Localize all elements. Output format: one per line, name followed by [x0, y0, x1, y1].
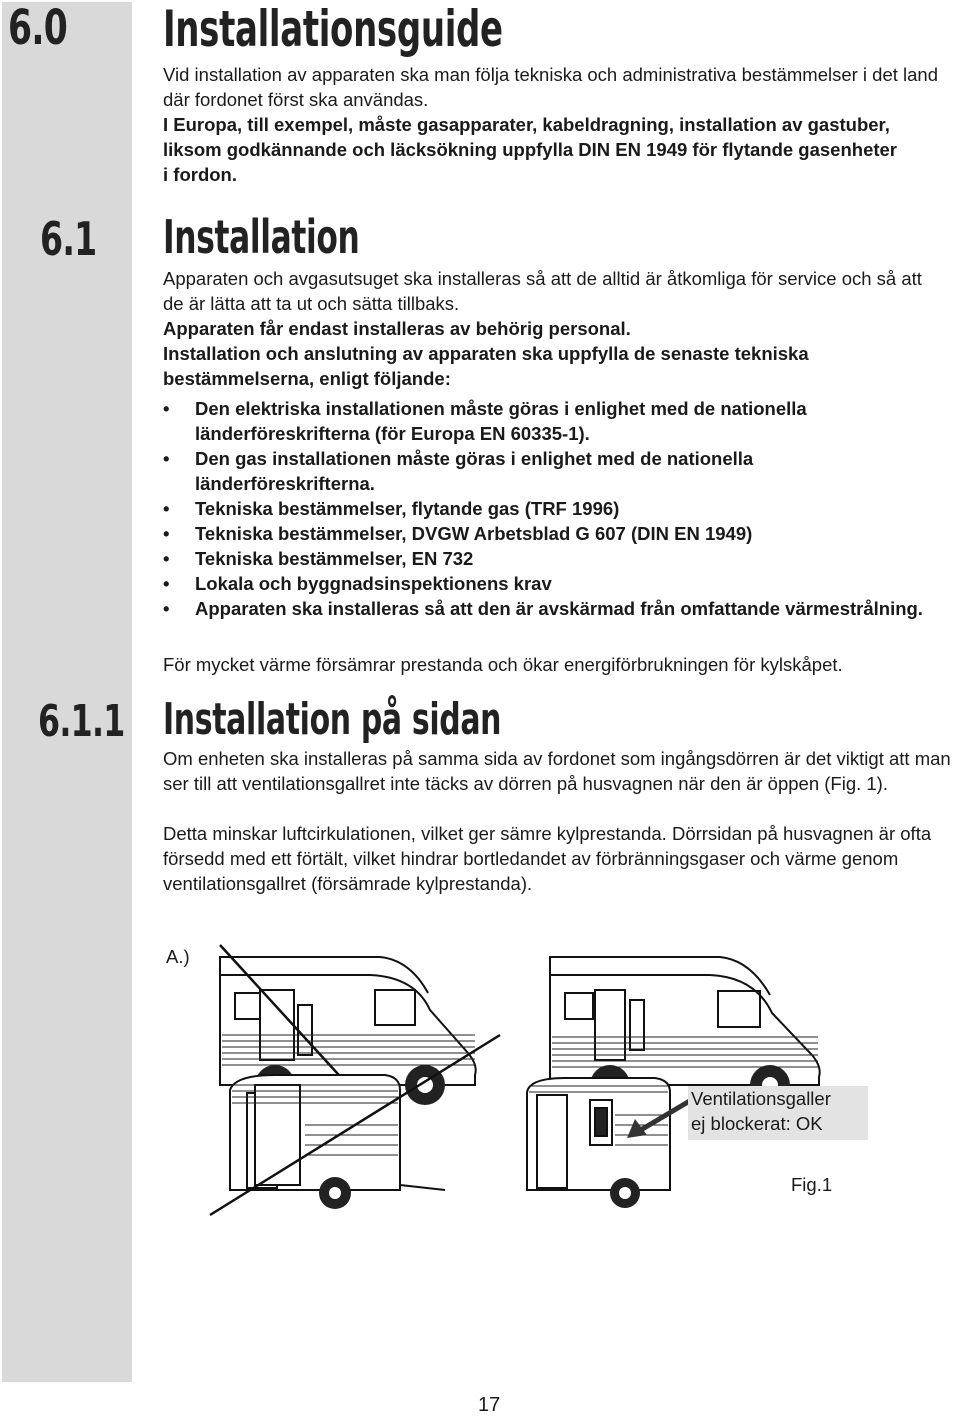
list-item: • Tekniska bestämmelser, flytande gas (TRF 1996) [163, 498, 620, 519]
cross-out-line [200, 1030, 520, 1220]
callout-line-2: ej blockerat: OK [691, 1113, 823, 1134]
installation-paragraph-1: Apparaten och avgasutsuget ska installeras så att de alltid är åtkomliga för service och så att de är lätta att ta ut och sätta tillbaks. [163, 268, 922, 314]
caravan-ok-illustration [515, 1070, 685, 1210]
bullet-icon: • [163, 573, 170, 594]
list-item: • Den elektriska installationen måste göras i enlighet med de nationella länderföreskrifterna (för Europa EN 60335-1). [163, 398, 807, 444]
heat-warning-paragraph: För mycket värme försämrar prestanda och ökar energiförbrukningen för kylskåpet. [163, 654, 843, 675]
section-number-6-1: 6.1 [40, 212, 97, 266]
figure-label-a: A.) [166, 946, 190, 967]
bullet-icon: • [163, 598, 170, 619]
page-title: Installationsguide [163, 0, 503, 58]
bullet-icon: • [163, 548, 170, 569]
installation-paragraph-3: Installation och anslutning av apparaten ska uppfylla de senaste tekniska bestämmelserna, enligt följande: [163, 343, 809, 389]
installation-paragraph-2: Apparaten får endast installeras av behörig personal. [163, 318, 631, 339]
bullet-icon: • [163, 398, 170, 419]
arrow-icon [625, 1095, 695, 1140]
intro-paragraph: Vid installation av apparaten ska man följa tekniska och administrativa bestämmelser i det land där fordonet först ska användas. [163, 64, 939, 110]
section-number-6-1-1: 6.1.1 [38, 696, 125, 747]
page-number: 17 [478, 1394, 501, 1416]
list-item: • Apparaten ska installeras så att den är avskärmad från omfattande värmestrålning. [163, 598, 923, 619]
bullet-icon: • [163, 523, 170, 544]
section-number-6-0: 6.0 [8, 0, 68, 56]
side-installation-paragraph-2: Detta minskar luftcirkulationen, vilket ger sämre kylprestanda. Dörrsidan på husvagnen är ofta försedd med ett förtält, vilket hindrar bortledandet av förbränningsgaser och värme genom ventilationsgallret (försämrade kylprestanda). [163, 823, 932, 894]
bullet-icon: • [163, 448, 170, 469]
section-title-side-installation: Installation på sidan [163, 694, 502, 745]
side-installation-paragraph-1: Om enheten ska installeras på samma sida av fordonet som ingångsdörren är det viktigt att man ser till att ventilationsgallret inte täcks av dörren på husvagnen när den är öppen (Fig. 1). [163, 748, 951, 794]
bullet-icon: • [163, 498, 170, 519]
section-title-installation: Installation [163, 210, 360, 264]
list-item: • Lokala och byggnadsinspektionens krav [163, 573, 552, 594]
figure-caption: Fig.1 [791, 1174, 833, 1195]
requirements-list [163, 396, 923, 621]
vent-callout [688, 1086, 868, 1140]
list-item: • Tekniska bestämmelser, DVGW Arbetsblad G 607 (DIN EN 1949) [163, 523, 753, 544]
margin-sidebar [2, 2, 132, 1382]
list-item: • Tekniska bestämmelser, EN 732 [163, 548, 474, 569]
intro-bold-paragraph: I Europa, till exempel, måste gasapparater, kabeldragning, installation av gastuber, liksom godkännande och läcksökning uppfylla DIN EN 1949 för flytande gasenheter i fordon. [163, 114, 898, 185]
callout-line-1: Ventilationsgaller [691, 1088, 831, 1109]
list-item: • Den gas installationen måste göras i enlighet med de nationella länderföreskrifterna. [163, 448, 754, 494]
